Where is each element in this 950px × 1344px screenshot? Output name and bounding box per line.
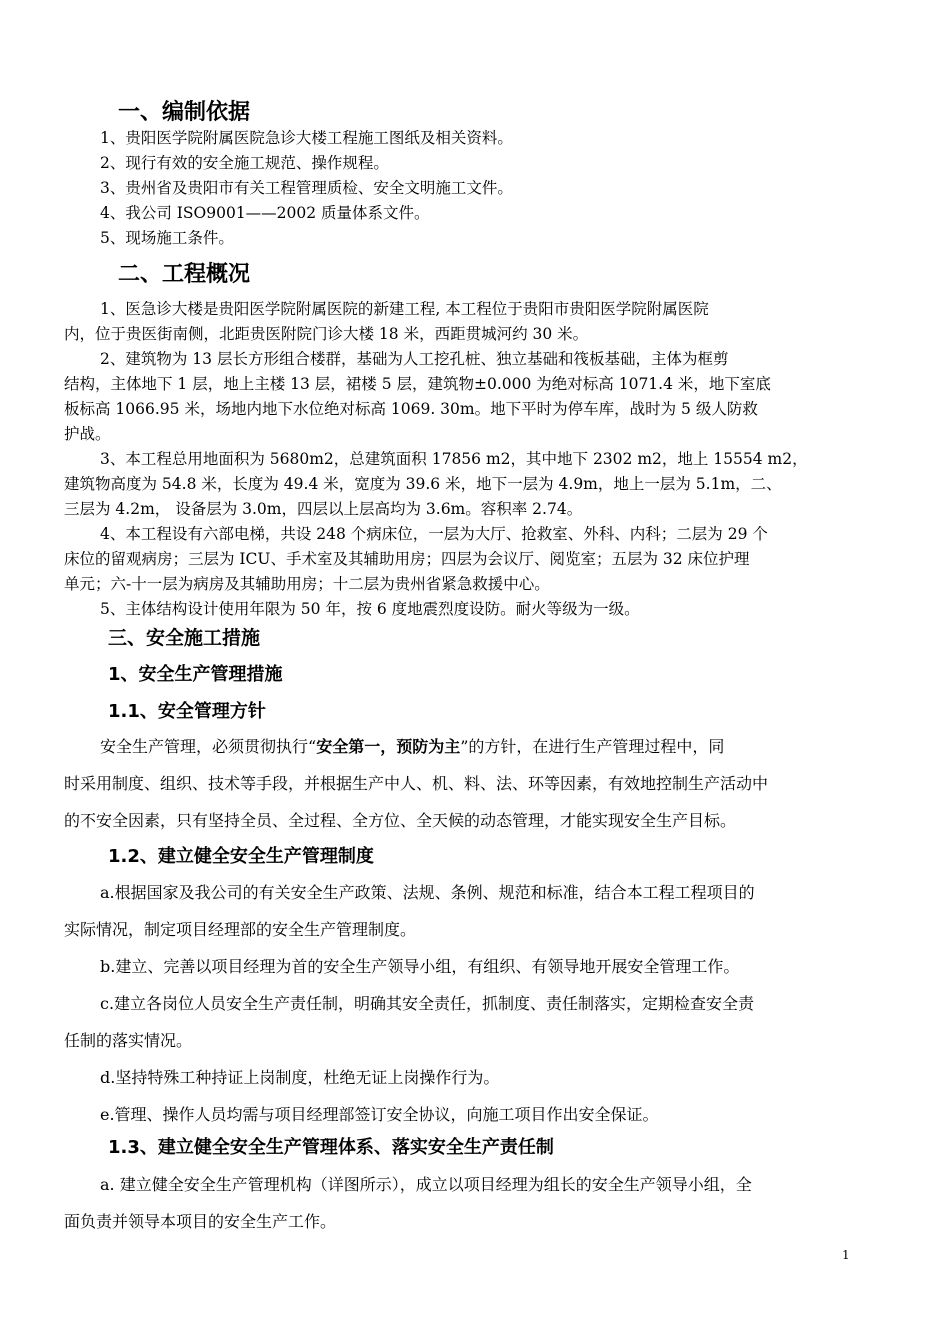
text-run: 安全生产管理，必须贯彻执行“ bbox=[100, 737, 317, 756]
section2-line: 2、建筑物为 13 层长方形组合楼群，基础为人工挖孔桩、独立基础和筏板基础，主体为框剪 bbox=[100, 350, 729, 368]
paragraph-line: a. 建立健全安全生产管理机构（详图所示），成立以项目经理为组长的安全生产领导小组，全 bbox=[100, 1175, 752, 1194]
page-number: 1 bbox=[842, 1248, 850, 1262]
section1-item: 4、我公司 ISO9001——2002 质量体系文件。 bbox=[100, 204, 430, 222]
paragraph-line: 时采用制度、组织、技术等手段，并根据生产中人、机、料、法、环等因素，有效地控制生产活动中 bbox=[64, 774, 769, 793]
text-run: ”的方针，在进行生产管理过程中，同 bbox=[460, 737, 725, 756]
subsection-heading: 1.1、安全管理方针 bbox=[108, 701, 266, 722]
section2-heading: 二、工程概况 bbox=[118, 262, 251, 287]
paragraph-line: 任制的落实情况。 bbox=[64, 1031, 193, 1050]
section1-item: 2、现行有效的安全施工规范、操作规程。 bbox=[100, 154, 389, 172]
section2-line: 结构，主体地下 1 层，地上主楼 13 层，裙楼 5 层，建筑物±0.000 为绝对标高 1071.4 米，地下室底 bbox=[64, 375, 771, 393]
paragraph-line: 面负责并领导本项目的安全生产工作。 bbox=[64, 1212, 337, 1231]
paragraph-line: 实际情况，制定项目经理部的安全生产管理制度。 bbox=[64, 920, 417, 939]
section2-line: 建筑物高度为 54.8 米，长度为 49.4 米，宽度为 39.6 米，地下一层为 4.9m，地上一层为 5.1m，二、 bbox=[64, 475, 782, 493]
section1-item: 3、贵州省及贵阳市有关工程管理质检、安全文明施工文件。 bbox=[100, 179, 513, 197]
section2-line: 3、本工程总用地面积为 5680m2，总建筑面积 17856 m2，其中地下 2302 m2，地上 15554 m2， bbox=[100, 450, 808, 468]
paragraph-line: c.建立各岗位人员安全生产责任制，明确其安全责任，抓制度、责任制落实，定期检查安全责 bbox=[100, 994, 755, 1013]
section2-line: 4、本工程设有六部电梯，共设 248 个病床位，一层为大厅、抢救室、外科、内科；二层为 29 个 bbox=[100, 525, 768, 543]
paragraph-line: e.管理、操作人员均需与项目经理部签订安全协议，向施工项目作出安全保证。 bbox=[100, 1105, 659, 1124]
subsection-heading: 1.3、建立健全安全生产管理体系、落实安全生产责任制 bbox=[108, 1137, 554, 1158]
paragraph-line: 的不安全因素，只有坚持全员、全过程、全方位、全天候的动态管理，才能实现安全生产目标。 bbox=[64, 811, 737, 830]
section2-line: 板标高 1066.95 米，场地内地下水位绝对标高 1069. 30m。地下平时为停车库，战时为 5 级人防救 bbox=[64, 400, 758, 418]
section2-line: 内，位于贵医街南侧，北距贵医附院门诊大楼 18 米，西距贯城河约 30 米。 bbox=[64, 325, 589, 343]
section2-line: 床位的留观病房；三层为 ICU、手术室及其辅助用房；四层为会议厅、阅览室；五层为 32 床位护理 bbox=[64, 550, 750, 568]
section2-line: 单元；六-十一层为病房及其辅助用房；十二层为贵州省紧急救援中心。 bbox=[64, 575, 550, 593]
section1-item: 5、现场施工条件。 bbox=[100, 229, 234, 247]
section1-heading: 一、编制依据 bbox=[118, 100, 251, 125]
section1-item: 1、贵阳医学院附属医院急诊大楼工程施工图纸及相关资料。 bbox=[100, 129, 513, 147]
section2-line: 5、主体结构设计使用年限为 50 年，按 6 度地震烈度设防。耐火等级为一级。 bbox=[100, 600, 640, 618]
paragraph-line: b.建立、完善以项目经理为首的安全生产领导小组，有组织、有领导地开展安全管理工作。 bbox=[100, 957, 740, 976]
paragraph-line: a.根据国家及我公司的有关安全生产政策、法规、条例、规范和标准，结合本工程工程项目的 bbox=[100, 883, 755, 902]
subsection-heading: 1、安全生产管理措施 bbox=[108, 664, 283, 685]
section2-line: 护战。 bbox=[64, 425, 111, 443]
section2-line: 1、医急诊大楼是贵阳医学院附属医院的新建工程, 本工程位于贵阳市贵阳医学院附属医院 bbox=[100, 300, 709, 318]
emphasis-text: 安全第一，预防为主 bbox=[316, 737, 461, 756]
paragraph-line bbox=[100, 734, 724, 757]
subsection-heading: 1.2、建立健全安全生产管理制度 bbox=[108, 846, 374, 867]
paragraph-line: d.坚持特殊工种持证上岗制度，杜绝无证上岗操作行为。 bbox=[100, 1068, 500, 1087]
section3-heading: 三、安全施工措施 bbox=[108, 627, 261, 649]
section2-line: 三层为 4.2m， 设备层为 3.0m，四层以上层高均为 3.6m。容积率 2.74。 bbox=[64, 500, 583, 518]
